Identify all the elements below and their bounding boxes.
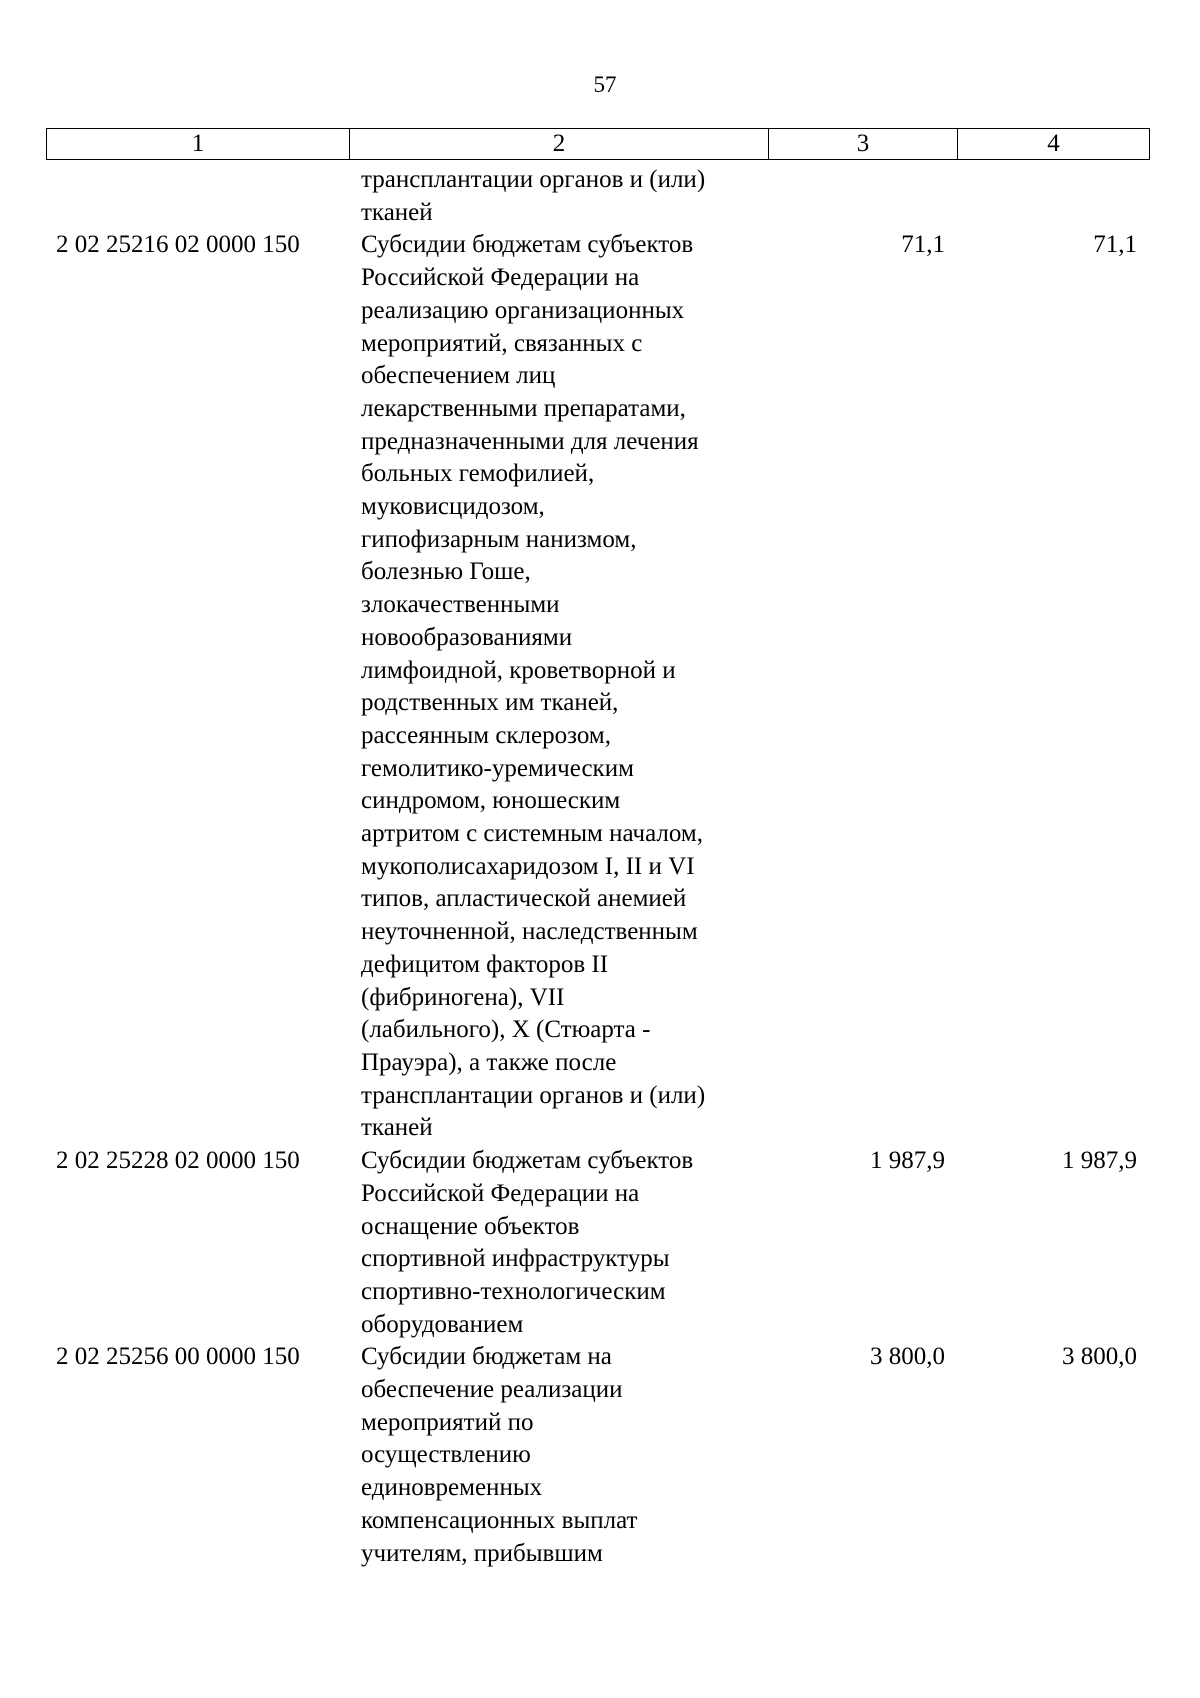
table-row bbox=[46, 229, 1149, 1145]
income-description bbox=[349, 1341, 768, 1570]
description-line: трансплантации органов и (или) bbox=[361, 1081, 706, 1109]
description-line: компенсационных выплат bbox=[361, 1506, 638, 1534]
description-line: предназначенными для лечения bbox=[361, 427, 699, 455]
page-number: 57 bbox=[593, 72, 617, 97]
description-line: оснащение объектов bbox=[361, 1212, 580, 1240]
table-row bbox=[46, 1145, 1149, 1341]
description-line: гемолитико-уремическим bbox=[361, 754, 634, 782]
budget-code: 2 02 25216 02 0000 150 bbox=[56, 231, 300, 259]
description-line: оборудованием bbox=[361, 1310, 524, 1338]
description-line: Субсидии бюджетам на bbox=[361, 1343, 612, 1371]
budget-code: 2 02 25228 02 0000 150 bbox=[56, 1147, 300, 1175]
description-line: реализацию организационных bbox=[361, 296, 685, 324]
amount-col-4: 71,1 bbox=[1093, 231, 1137, 259]
description-line: тканей bbox=[361, 1114, 433, 1142]
description-line: обеспечением лиц bbox=[361, 362, 556, 390]
amount-col-3: 71,1 bbox=[901, 231, 945, 259]
amount-col-4 bbox=[957, 164, 1149, 229]
description-line: рассеянным склерозом, bbox=[361, 721, 611, 749]
description-line: болезнью Гоше, bbox=[361, 558, 531, 586]
header-col-1: 1 bbox=[47, 129, 350, 160]
description-line: мероприятий, связанных с bbox=[361, 329, 643, 357]
description-line: синдромом, юношеским bbox=[361, 787, 621, 815]
table-body bbox=[46, 164, 1149, 1570]
description-line: осуществлению bbox=[361, 1441, 531, 1469]
description-line: больных гемофилией, bbox=[361, 460, 595, 488]
amount-col-4: 1 987,9 bbox=[1062, 1147, 1137, 1175]
description-line: лекарственными препаратами, bbox=[361, 394, 686, 422]
header-col-4: 4 bbox=[958, 129, 1150, 160]
income-description bbox=[349, 1145, 768, 1341]
description-line: мероприятий по bbox=[361, 1408, 534, 1436]
description-line: тканей bbox=[361, 198, 433, 226]
header-col-2: 2 bbox=[350, 129, 769, 160]
description-line: учителям, прибывшим bbox=[361, 1539, 603, 1567]
amount-col-3: 1 987,9 bbox=[870, 1147, 945, 1175]
table-row bbox=[46, 1341, 1149, 1570]
description-line: Прауэра), а также после bbox=[361, 1048, 617, 1076]
description-line: Субсидии бюджетам субъектов bbox=[361, 1147, 694, 1175]
description-line: (лабильного), X (Стюарта - bbox=[361, 1016, 651, 1044]
description-line: спортивной инфраструктуры bbox=[361, 1245, 670, 1273]
amount-col-3 bbox=[768, 164, 957, 229]
description-line: родственных им тканей, bbox=[361, 689, 619, 717]
description-line: злокачественными bbox=[361, 591, 560, 619]
header-col-3: 3 bbox=[769, 129, 958, 160]
budget-code: 2 02 25256 00 0000 150 bbox=[56, 1343, 300, 1371]
income-description bbox=[349, 229, 768, 1145]
description-line: типов, апластической анемией bbox=[361, 885, 687, 913]
description-line: неуточненной, наследственным bbox=[361, 918, 698, 946]
description-line: новообразованиями bbox=[361, 623, 573, 651]
description-line: Российской Федерации на bbox=[361, 1179, 640, 1207]
description-line: Субсидии бюджетам субъектов bbox=[361, 231, 694, 259]
amount-col-3: 3 800,0 bbox=[870, 1343, 945, 1371]
header-row bbox=[47, 129, 1150, 160]
description-line: Российской Федерации на bbox=[361, 264, 640, 292]
description-line: обеспечение реализации bbox=[361, 1376, 623, 1404]
description-line: единовременных bbox=[361, 1474, 543, 1502]
description-line: дефицитом факторов II bbox=[361, 950, 609, 978]
description-line: муковисцидозом, bbox=[361, 493, 545, 521]
description-line: (фибриногена), VII bbox=[361, 983, 565, 1011]
description-line: артритом с системным началом, bbox=[361, 820, 704, 848]
table-header bbox=[46, 128, 1150, 160]
income-description bbox=[349, 164, 768, 229]
description-line: лимфоидной, кроветворной и bbox=[361, 656, 676, 684]
budget-code bbox=[46, 164, 349, 229]
amount-col-4: 3 800,0 bbox=[1062, 1343, 1137, 1371]
description-line: спортивно-технологическим bbox=[361, 1277, 666, 1305]
table-row bbox=[46, 164, 1149, 229]
description-line: трансплантации органов и (или) bbox=[361, 166, 706, 193]
description-line: гипофизарным нанизмом, bbox=[361, 525, 637, 553]
description-line: мукополисахаридозом I, II и VI bbox=[361, 852, 695, 880]
